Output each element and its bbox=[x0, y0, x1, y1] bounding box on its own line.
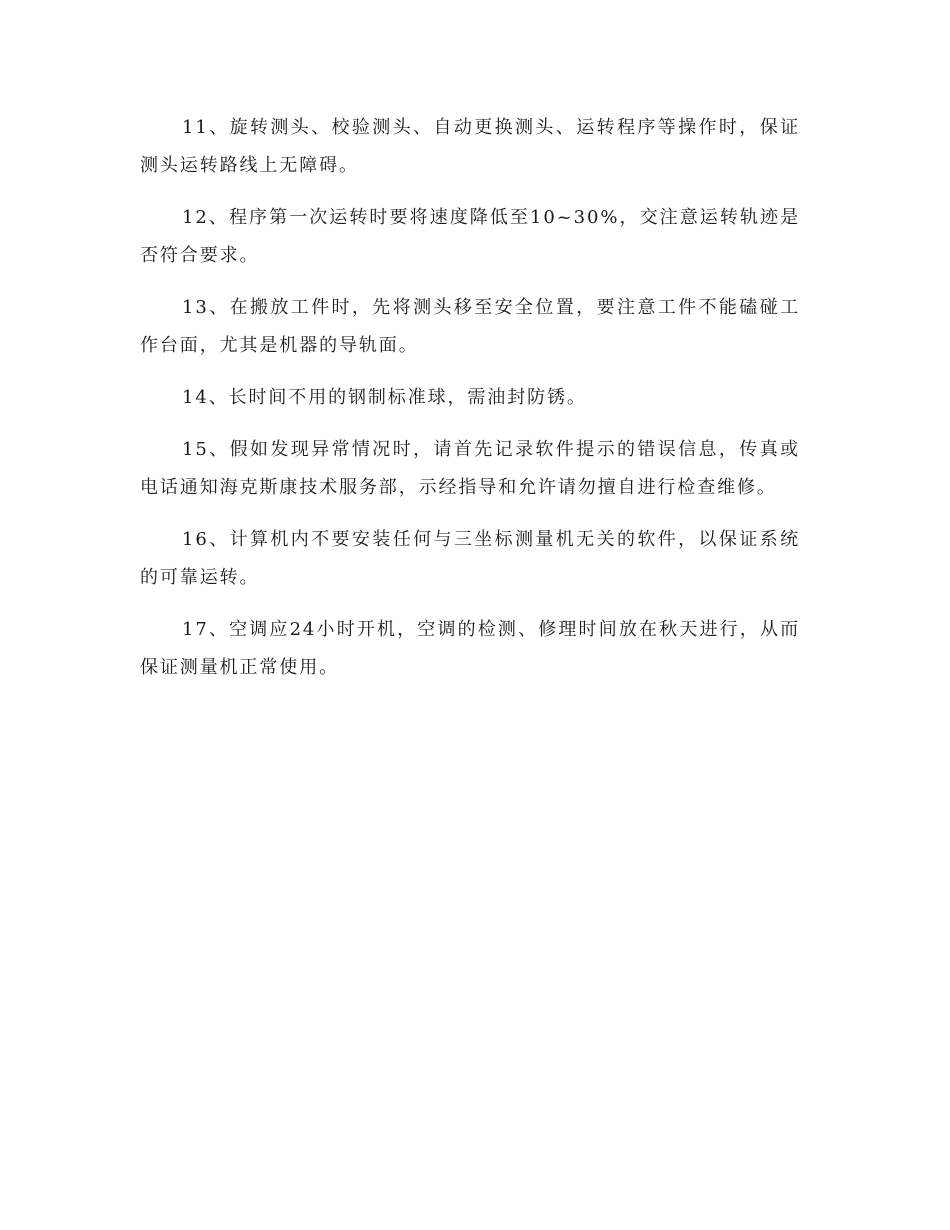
paragraph-16: 16、计算机内不要安装任何与三坐标测量机无关的软件，以保证系统的可靠运转。 bbox=[140, 529, 800, 588]
paragraph-15: 15、假如发现异常情况时，请首先记录软件提示的错误信息，传真或电话通知海克斯康技术服务部，示经指导和允许请勿擅自进行检查维修。 bbox=[140, 439, 800, 498]
paragraph-12: 12、程序第一次运转时要将速度降低至10~30%，交注意运转轨迹是否符合要求。 bbox=[140, 207, 800, 266]
paragraph-11: 11、旋转测头、校验测头、自动更换测头、运转程序等操作时，保证测头运转路线上无障碍。 bbox=[140, 117, 800, 176]
paragraph-17: 17、空调应24小时开机，空调的检测、修理时间放在秋天进行，从而保证测量机正常使用。 bbox=[140, 619, 800, 678]
paragraph-13: 13、在搬放工件时，先将测头移至安全位置，要注意工件不能磕碰工作台面，尤其是机器的导轨面。 bbox=[140, 297, 800, 356]
document-body bbox=[140, 109, 800, 701]
paragraph-14: 14、长时间不用的钢制标准球，需油封防锈。 bbox=[182, 387, 587, 408]
